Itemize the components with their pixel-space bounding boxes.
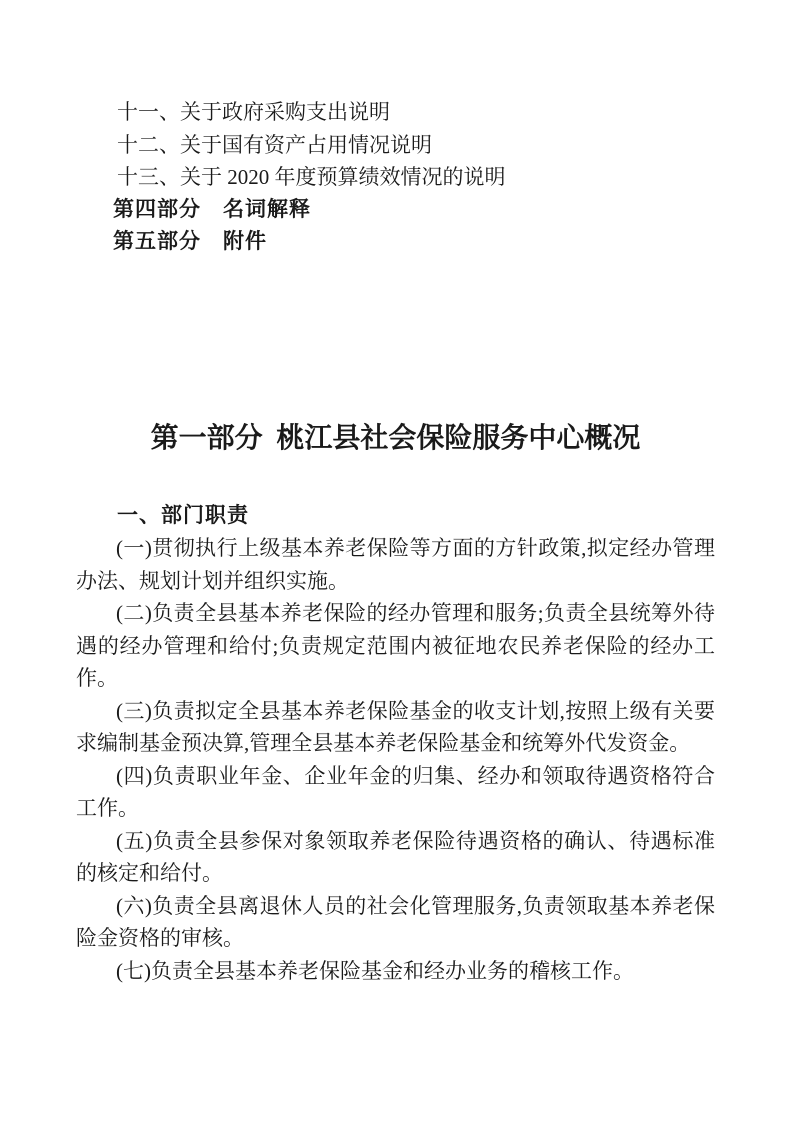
paragraph-3: (三)负责拟定全县基本养老保险基金的收支计划,按照上级有关要求编制基金预决算,管理全县基本养老保险基金和统筹外代发资金。: [76, 698, 715, 755]
paragraph-5: (五)负责全县参保对象领取养老保险待遇资格的确认、待遇标准的核定和给付。: [76, 828, 715, 885]
part-heading-5: 第五部分 附件: [113, 230, 267, 253]
toc-item-12: 十二、关于国有资产占用情况说明: [117, 132, 432, 157]
subsection-heading: 一、部门职责: [117, 503, 249, 527]
part-heading-4: 第四部分 名词解释: [113, 197, 311, 221]
paragraph-4: (四)负责职业年金、企业年金的归集、经办和领取待遇资格符合工作。: [76, 763, 715, 820]
paragraph-1: (一)贯彻执行上级基本养老保险等方面的方针政策,拟定经办管理办法、规划计划并组织实施。: [76, 536, 715, 593]
paragraph-2: (二)负责全县基本养老保险的经办管理和服务;负责全县统筹外待遇的经办管理和给付;负责规定范围内被征地农民养老保险的经办工作。: [76, 601, 715, 690]
section-title: 第一部分 桃江县社会保险服务中心概况: [150, 421, 641, 453]
paragraph-7: (七)负责全县基本养老保险基金和经办业务的稽核工作。: [116, 958, 634, 983]
toc-item-11: 十一、关于政府采购支出说明: [117, 100, 390, 124]
toc-item-13: 十三、关于 2020 年度预算绩效情况的说明: [117, 165, 506, 189]
paragraph-6: (六)负责全县离退休人员的社会化管理服务,负责领取基本养老保险金资格的审核。: [76, 893, 715, 950]
